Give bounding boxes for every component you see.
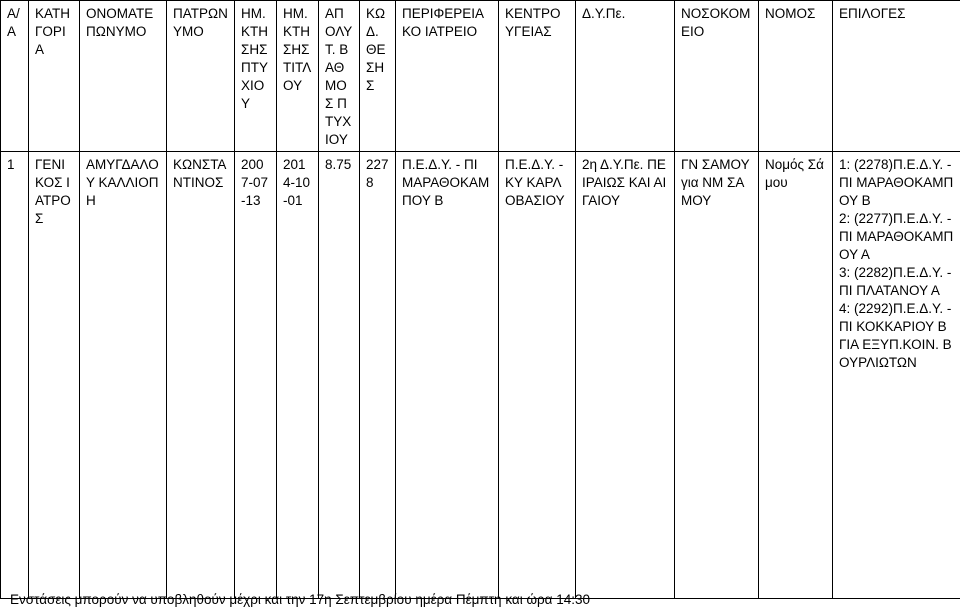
cell-regional-clinic: Π.Ε.Δ.Υ. - ΠΙ ΜΑΡΑΘΟΚΑΜΠΟΥ Β [396, 152, 499, 599]
cell-prefecture: Νομός Σάμου [759, 152, 833, 599]
cell-category: ΓΕΝΙΚΟΣ ΙΑΤΡΟΣ [29, 152, 80, 599]
cell-dype: 2η Δ.Υ.Πε. ΠΕΙΡΑΙΩΣ ΚΑΙ ΑΙΓΑΙΟΥ [576, 152, 675, 599]
header-aa: Α/Α [1, 1, 29, 152]
header-row [1, 1, 960, 152]
cell-grade: 8.75 [319, 152, 360, 599]
cell-father: ΚΩΝΣΤΑΝΤΙΝΟΣ [167, 152, 235, 599]
footer-note: Ενστάσεις μπορούν να υποβληθούν μέχρι και την 17η Σεπτεμβρίου ημέρα Πέμπτη και ώρα 14:30 [10, 592, 591, 607]
header-category: ΚΑΤΗΓΟΡΙΑ [29, 1, 80, 152]
option-item: 3: (2282)Π.Ε.Δ.Υ. - ΠΙ ΠΛΑΤΑΝΟΥ Α [839, 265, 952, 298]
cell-degree-date: 2007-07-13 [235, 152, 277, 599]
table-row [1, 152, 960, 599]
header-health-center: ΚΕΝΤΡΟ ΥΓΕΙΑΣ [499, 1, 576, 152]
option-item: 1: (2278)Π.Ε.Δ.Υ. - ΠΙ ΜΑΡΑΘΟΚΑΜΠΟΥ Β [839, 157, 954, 208]
header-name: ΟΝΟΜΑΤΕΠΩΝΥΜΟ [80, 1, 167, 152]
header-hospital: ΝΟΣΟΚΟΜΕΙΟ [675, 1, 759, 152]
cell-aa: 1 [1, 152, 29, 599]
option-item: 4: (2292)Π.Ε.Δ.Υ. - ΠΙ ΚΟΚΚΑΡΙΟΥ Β ΓΙΑ ΕΞΥΠ.ΚΟΙΝ. ΒΟΥΡΛΙΩΤΩΝ [839, 301, 952, 370]
header-father: ΠΑΤΡΩΝΥΜΟ [167, 1, 235, 152]
header-title-date: ΗΜ. ΚΤΗΣΗΣ ΤΙΤΛΟΥ [277, 1, 319, 152]
cell-name: ΑΜΥΓΔΑΛΟΥ ΚΑΛΛΙΟΠΗ [80, 152, 167, 599]
header-regional-clinic: ΠΕΡΙΦΕΡΕΙΑΚΟ ΙΑΤΡΕΙΟ [396, 1, 499, 152]
header-degree-date: ΗΜ. ΚΤΗΣΗΣ ΠΤΥΧΙΟΥ [235, 1, 277, 152]
cell-options [833, 152, 960, 599]
cell-hospital: ΓΝ ΣΑΜΟΥ για ΝΜ ΣΑΜΟΥ [675, 152, 759, 599]
cell-title-date: 2014-10-01 [277, 152, 319, 599]
header-dype: Δ.Υ.Πε. [576, 1, 675, 152]
header-prefecture: ΝΟΜΟΣ [759, 1, 833, 152]
cell-position-code: 2278 [360, 152, 396, 599]
header-options: ΕΠΙΛΟΓΕΣ [833, 1, 960, 152]
cell-health-center: Π.Ε.Δ.Υ. - ΚΥ ΚΑΡΛΟΒΑΣΙΟΥ [499, 152, 576, 599]
header-grade: ΑΠΟΛΥΤ. ΒΑΘΜΟΣ ΠΤΥΧΙΟΥ [319, 1, 360, 152]
option-item: 2: (2277)Π.Ε.Δ.Υ. - ΠΙ ΜΑΡΑΘΟΚΑΜΠΟΥ Α [839, 211, 954, 262]
header-position-code: ΚΩΔ. ΘΕΣΗΣ [360, 1, 396, 152]
